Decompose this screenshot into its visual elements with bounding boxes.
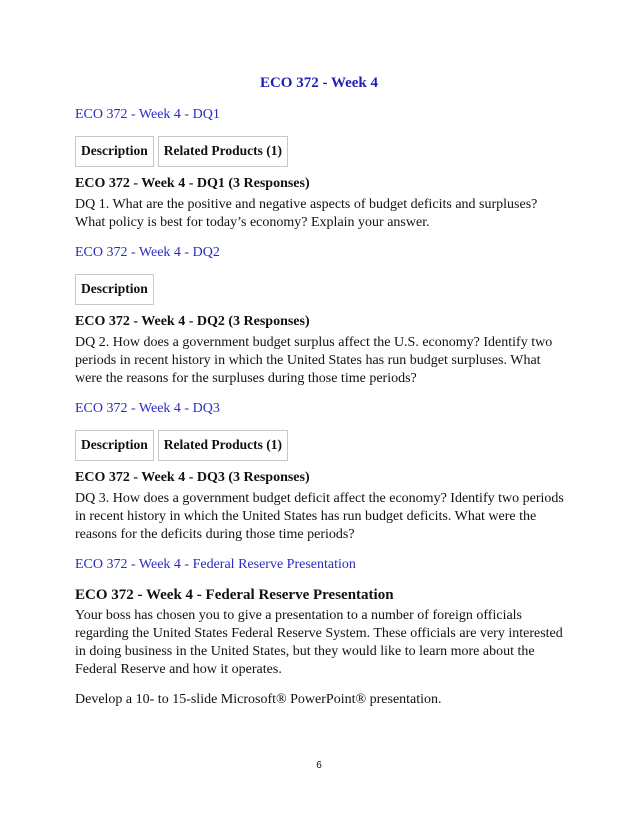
tab-description[interactable]: Description: [75, 430, 154, 461]
tab-related-products[interactable]: Related Products (1): [158, 430, 288, 461]
section-heading: ECO 372 - Week 4 - DQ1 (3 Responses): [75, 176, 310, 191]
page-number: 6: [316, 760, 322, 771]
page-title: ECO 372 - Week 4: [259, 75, 379, 91]
tab-description[interactable]: Description: [75, 274, 154, 305]
section-paragraph: DQ 2. How does a government budget surplus affect the U.S. economy? Identify two periods in recent history in which the United States has run budget surpluses. What were the reasons for the surpluses during those time periods?: [75, 335, 553, 386]
section-link-dq2[interactable]: ECO 372 - Week 4 - DQ2: [75, 245, 220, 260]
section-paragraph: DQ 1. What are the positive and negative aspects of budget deficits and surpluses? What policy is best for today’s economy? Explain your answer.: [75, 197, 538, 230]
section-paragraph: Your boss has chosen you to give a presentation to a number of foreign officials regarding the United States Federal Reserve System. These officials are very interested in doing business in the United States, but they would like to learn more about the Federal Reserve and how it operates.: [75, 608, 563, 677]
section-link-dq3[interactable]: ECO 372 - Week 4 - DQ3: [75, 401, 220, 416]
section-link-federal-reserve[interactable]: ECO 372 - Week 4 - Federal Reserve Presentation: [75, 557, 356, 572]
section-link-dq1[interactable]: ECO 372 - Week 4 - DQ1: [75, 107, 220, 122]
section-dq3: [75, 400, 565, 544]
tab-bar: [75, 430, 565, 461]
section-dq2: [75, 244, 565, 388]
section-heading: ECO 372 - Week 4 - Federal Reserve Presentation: [75, 587, 394, 603]
content-area: [75, 106, 565, 721]
section-federal-reserve: [75, 556, 565, 709]
tab-description[interactable]: Description: [75, 136, 154, 167]
section-dq1: [75, 106, 565, 232]
section-heading: ECO 372 - Week 4 - DQ3 (3 Responses): [75, 470, 310, 485]
section-paragraph: DQ 3. How does a government budget deficit affect the economy? Identify two periods in recent history in which the United States has run budget deficits. What were the reasons for the deficits during those time periods?: [75, 491, 564, 542]
section-paragraph: Develop a 10- to 15-slide Microsoft® PowerPoint® presentation.: [75, 692, 442, 707]
section-heading: ECO 372 - Week 4 - DQ2 (3 Responses): [75, 314, 310, 329]
tab-bar: [75, 136, 565, 167]
tab-bar: [75, 274, 565, 305]
tab-related-products[interactable]: Related Products (1): [158, 136, 288, 167]
